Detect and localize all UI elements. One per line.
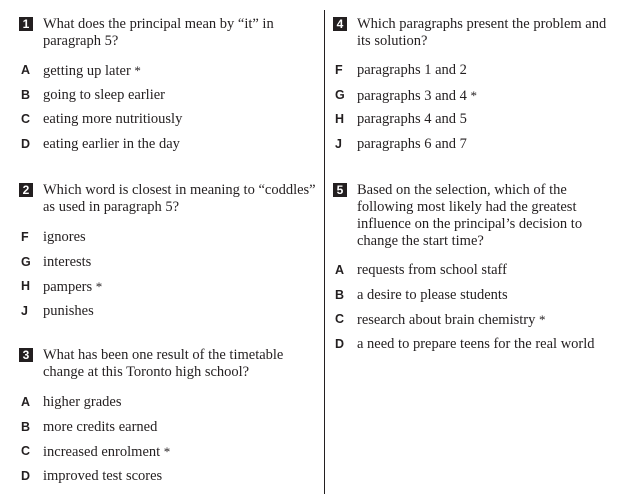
option-text: punishes (43, 303, 94, 320)
option-text: research about brain chemistry (357, 312, 536, 329)
answer-option[interactable] (332, 87, 622, 112)
answer-option[interactable] (332, 262, 622, 287)
question-5-text: Based on the selection, which of the following most likely had the greatest influence on the principal’s decision to change the start time? (357, 182, 583, 249)
option-letter: D (21, 469, 31, 484)
option-letter: F (21, 230, 29, 244)
question-number-badge: 3 (19, 348, 33, 362)
answer-option[interactable] (18, 254, 318, 279)
answer-option[interactable] (18, 468, 318, 493)
option-text: paragraphs 4 and 5 (357, 111, 467, 128)
answer-option[interactable] (18, 303, 318, 328)
option-text: interests (43, 253, 92, 270)
option-letter: H (21, 279, 31, 294)
option-text: paragraphs 3 and 4 (357, 87, 467, 104)
question-1-text: What does the principal mean by “it” in paragraph 5? (43, 16, 274, 49)
question-1 (18, 16, 318, 161)
option-text: increased enrolment (43, 444, 161, 461)
option-letter: J (21, 304, 28, 319)
question-3-text: What has been one result of the timetable change at this Toronto high school? (43, 347, 284, 380)
option-letter: F (335, 63, 343, 77)
question-number-badge: 1 (19, 17, 33, 31)
option-letter: H (335, 112, 345, 127)
column-divider (324, 10, 325, 494)
question-number-badge: 5 (333, 183, 347, 197)
answer-option[interactable] (18, 62, 318, 87)
option-text: eating earlier in the day (43, 136, 180, 153)
question-1-header (18, 16, 318, 50)
option-text: a need to prepare teens for the real world (357, 336, 595, 353)
option-letter: C (21, 112, 31, 127)
answer-option[interactable] (18, 278, 318, 303)
question-2-options (18, 229, 318, 328)
question-5 (332, 182, 622, 361)
answer-option[interactable] (332, 111, 622, 136)
question-2 (18, 182, 318, 328)
option-letter: G (21, 254, 31, 269)
question-3-header (18, 347, 318, 381)
option-letter: B (335, 287, 345, 302)
answer-option[interactable] (18, 136, 318, 161)
option-letter: D (335, 337, 345, 352)
question-4 (332, 16, 622, 161)
option-text: paragraphs 1 and 2 (357, 62, 467, 78)
answer-option[interactable] (18, 419, 318, 444)
correct-answer-mark: * (134, 63, 141, 78)
answer-option[interactable] (332, 287, 622, 312)
question-5-options (332, 262, 622, 361)
answer-option[interactable] (332, 62, 622, 87)
answer-option[interactable] (332, 311, 622, 336)
question-5-header (332, 182, 622, 250)
question-number-badge: 4 (333, 17, 347, 31)
answer-option[interactable] (18, 443, 318, 468)
answer-option[interactable] (332, 136, 622, 161)
answer-option[interactable] (18, 229, 318, 254)
option-letter: B (21, 87, 31, 102)
option-text: paragraphs 6 and 7 (357, 136, 467, 153)
question-4-options (332, 62, 622, 161)
question-1-options (18, 62, 318, 161)
question-number-badge: 2 (19, 183, 33, 197)
option-letter: A (335, 263, 345, 277)
option-text: pampers (43, 279, 93, 296)
correct-answer-mark: * (538, 312, 546, 328)
question-3 (18, 347, 318, 493)
option-letter: C (21, 444, 31, 459)
option-letter: J (335, 137, 342, 152)
question-2-text: Which word is closest in meaning to “coddles” as used in paragraph 5? (43, 182, 316, 215)
option-letter: B (21, 419, 31, 434)
option-text: requests from school staff (357, 262, 507, 278)
option-letter: D (21, 137, 31, 152)
option-text: higher grades (43, 394, 122, 410)
question-3-options (18, 394, 318, 493)
option-text: going to sleep earlier (43, 86, 165, 103)
question-2-header (18, 182, 318, 216)
answer-option[interactable] (332, 336, 622, 361)
correct-answer-mark: * (95, 279, 103, 295)
option-text: eating more nutritiously (43, 111, 183, 128)
correct-answer-mark: * (163, 444, 171, 460)
answer-option[interactable] (18, 87, 318, 112)
option-text: a desire to please students (357, 286, 508, 303)
question-4-header (332, 16, 622, 50)
option-text: more credits earned (43, 418, 158, 435)
question-4-text: Which paragraphs present the problem and its solution? (357, 16, 607, 49)
option-text: getting up later (43, 63, 131, 79)
answer-option[interactable] (18, 111, 318, 136)
option-text: ignores (43, 229, 86, 245)
option-letter: G (335, 87, 345, 102)
answer-option[interactable] (18, 394, 318, 419)
option-letter: A (21, 395, 31, 409)
option-text: improved test scores (43, 468, 163, 485)
option-letter: A (21, 63, 31, 77)
correct-answer-mark: * (470, 87, 478, 103)
option-letter: C (335, 312, 345, 327)
